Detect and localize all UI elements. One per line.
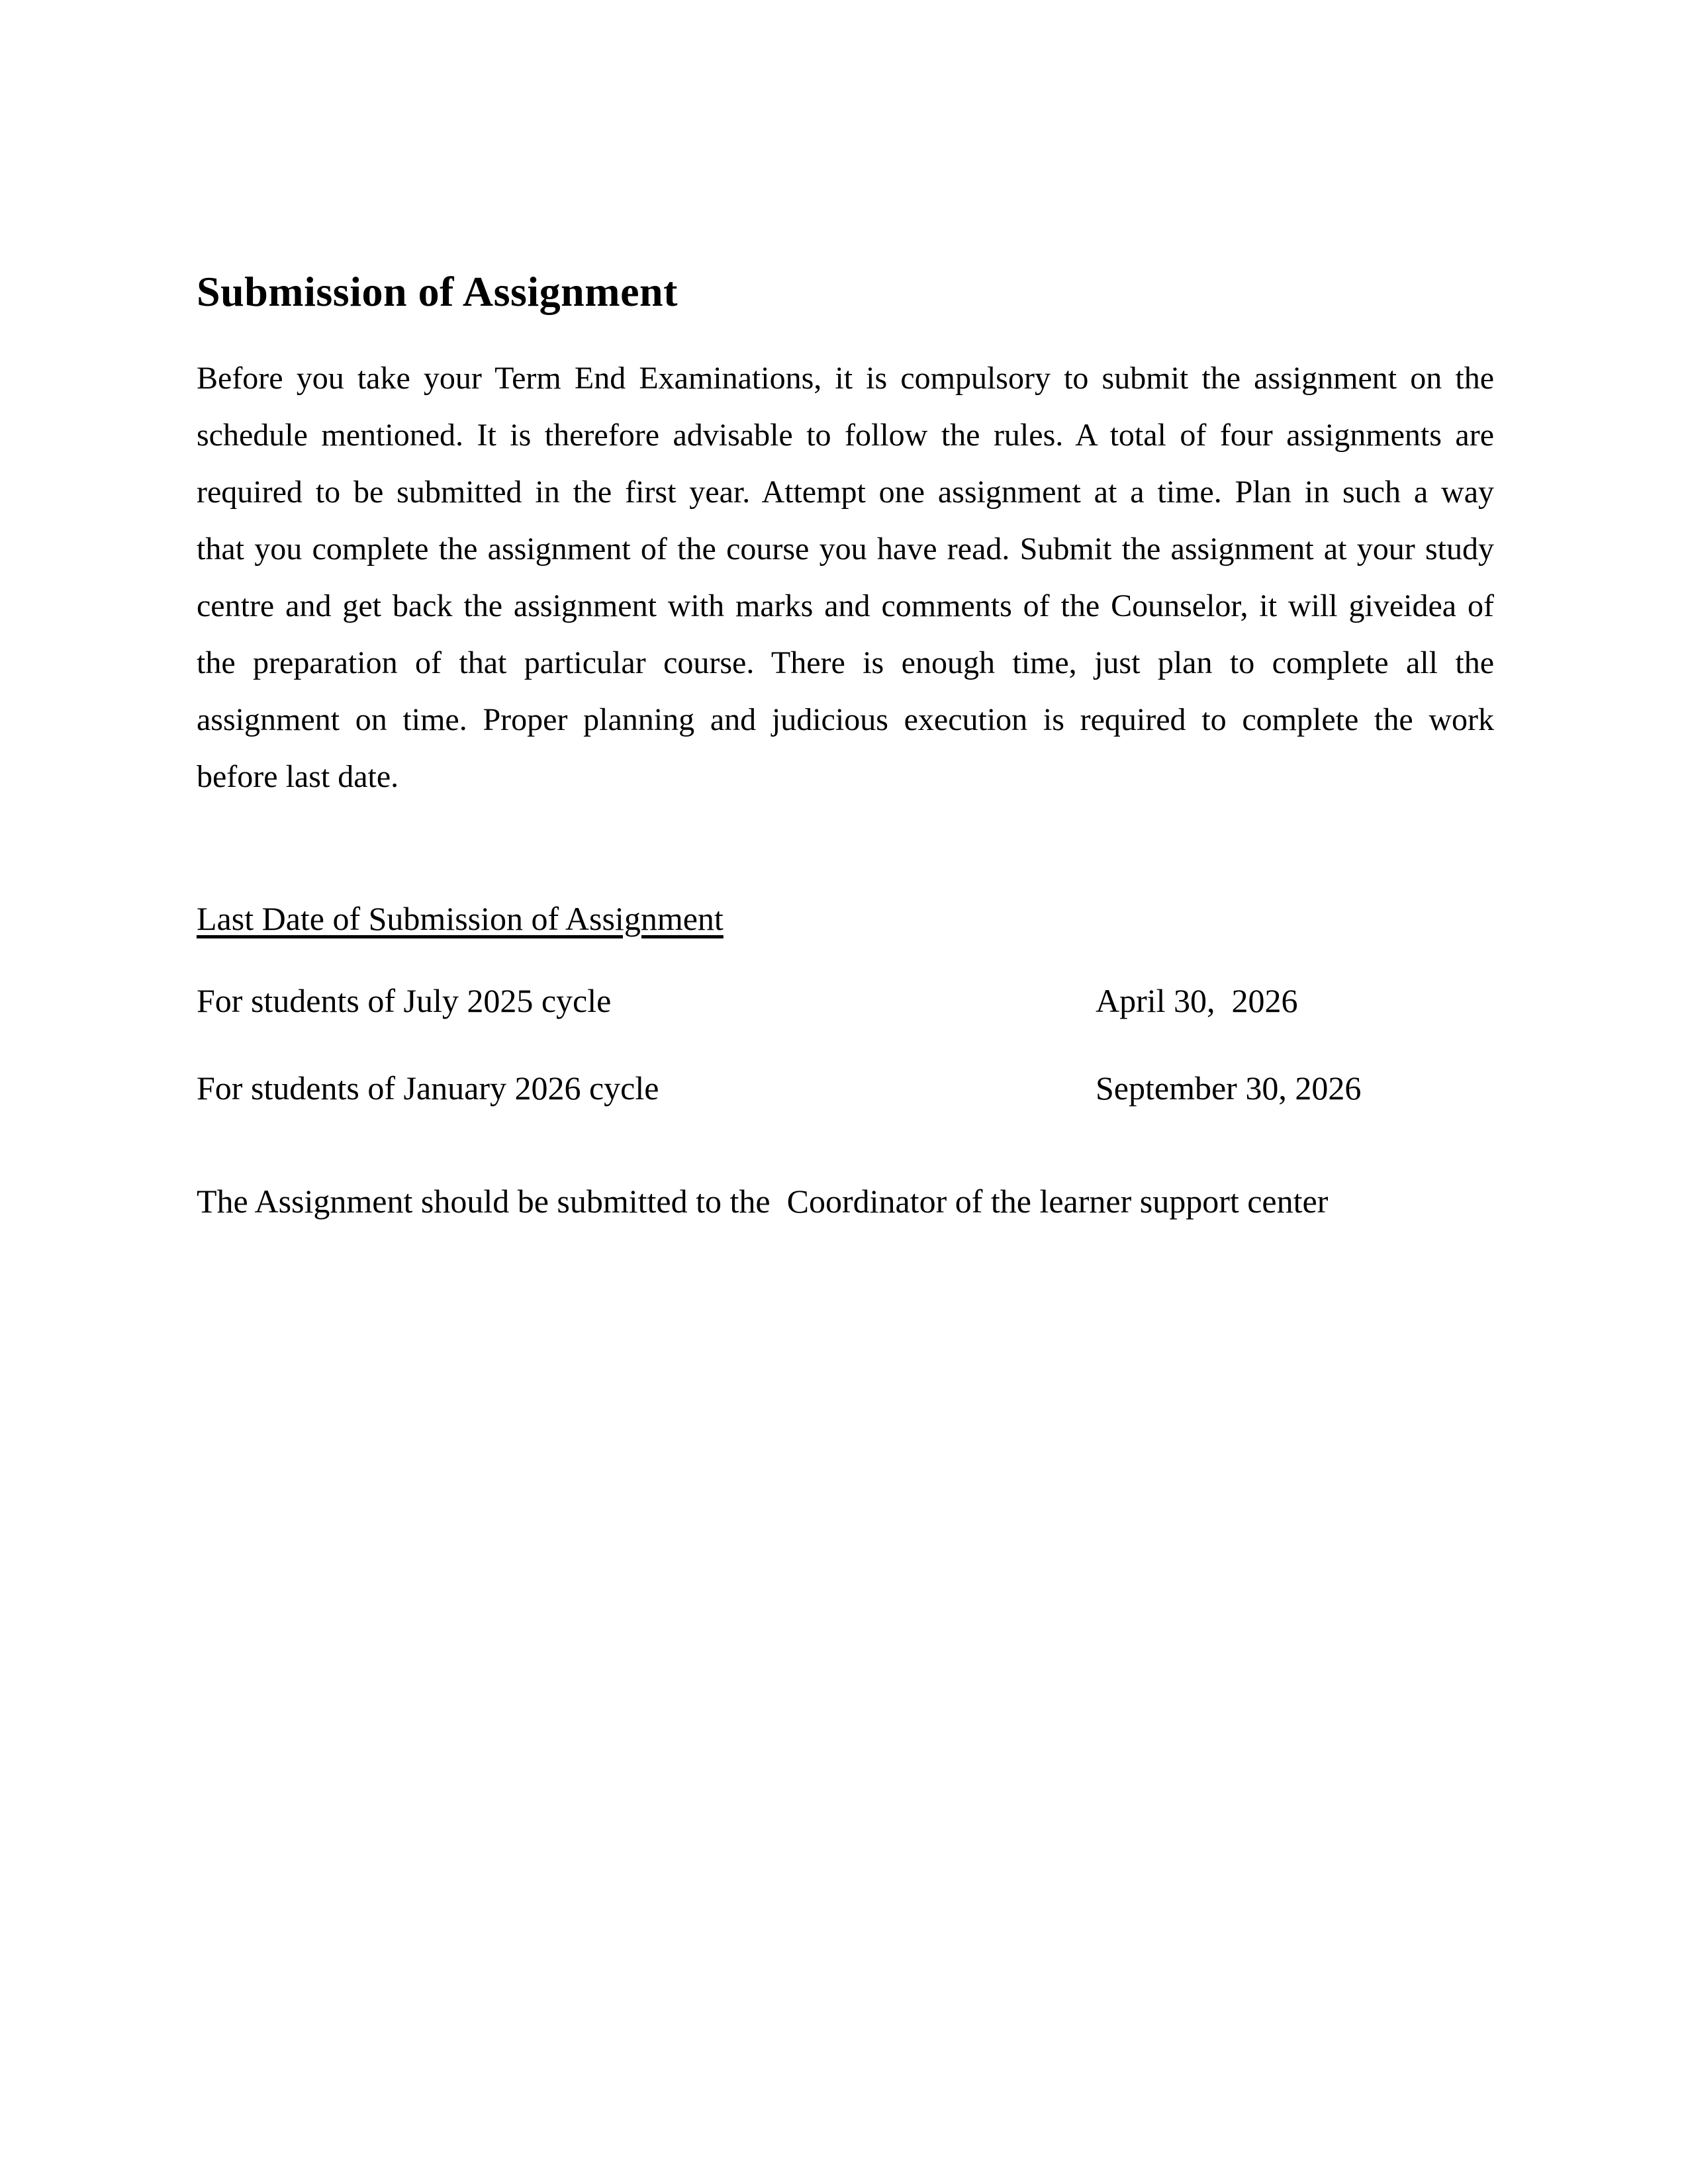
paragraph-line: that you complete the assignment of the course you have read. Submit the assignment at your study — [197, 531, 1494, 567]
submission-note: The Assignment should be submitted to the Coordinator of the learner support center — [197, 1182, 1329, 1220]
schedule-row-january-2026 — [197, 1060, 1494, 1116]
paragraph-line: before last date. — [197, 758, 399, 794]
body-paragraph — [197, 350, 1494, 805]
section-heading-last-date: Last Date of Submission of Assignment — [197, 899, 724, 937]
schedule-label: For students of July 2025 cycle — [197, 981, 612, 1019]
document-title: Submission of Assignment — [197, 267, 678, 315]
paragraph-line: required to be submitted in the first year. Attempt one assignment at a time. Plan in such a way — [197, 474, 1494, 510]
schedule-row-july-2025 — [197, 972, 1494, 1029]
schedule-date: September 30, 2026 — [1096, 1069, 1362, 1107]
schedule-label: For students of January 2026 cycle — [197, 1069, 659, 1107]
schedule-date: April 30, 2026 — [1096, 981, 1298, 1019]
paragraph-line: centre and get back the assignment with marks and comments of the Counselor, it will giveidea of — [197, 588, 1494, 623]
paragraph-line: assignment on time. Proper planning and judicious execution is required to complete the work — [197, 702, 1494, 737]
paragraph-line: the preparation of that particular course. There is enough time, just plan to complete all the — [197, 645, 1494, 680]
paragraph-line: schedule mentioned. It is therefore advisable to follow the rules. A total of four assignments are — [197, 417, 1494, 453]
paragraph-line: Before you take your Term End Examinations, it is compulsory to submit the assignment on the — [197, 360, 1494, 396]
